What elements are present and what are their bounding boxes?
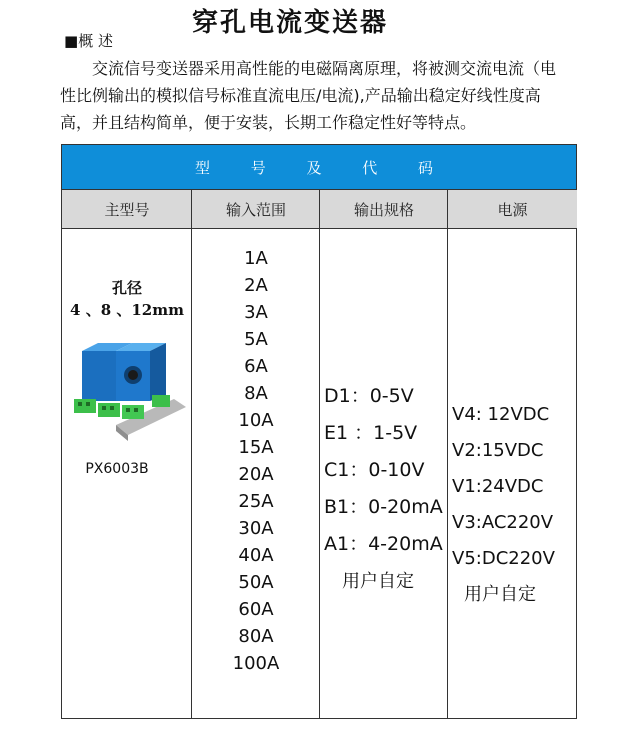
input-range-item: 60A bbox=[238, 599, 274, 620]
hole-sizes: 4 、8 、12mm bbox=[70, 301, 184, 319]
input-range-list bbox=[192, 245, 320, 677]
power-item: V1:24VDC bbox=[452, 476, 544, 497]
input-range-item: 25A bbox=[238, 491, 274, 512]
bullet-icon: ■ bbox=[64, 32, 79, 50]
input-range-item: 8A bbox=[244, 383, 268, 404]
header-power: 电源 bbox=[448, 189, 577, 229]
hole-label: 孔径 bbox=[111, 279, 142, 297]
intro-line-1: 交流信号变送器采用高性能的电磁隔离原理，将被测交流电流（电 bbox=[92, 59, 557, 78]
output-spec-item: A1：4-20mA bbox=[324, 533, 443, 555]
input-range-item: 6A bbox=[244, 356, 268, 377]
power-item: V2:15VDC bbox=[452, 440, 544, 461]
intro-paragraph bbox=[60, 55, 624, 136]
input-range-item: 40A bbox=[238, 545, 274, 566]
header-output-spec: 输出规格 bbox=[320, 189, 448, 229]
product-photo bbox=[68, 341, 188, 451]
model-name: PX6003B bbox=[85, 461, 149, 477]
input-range-item: 100A bbox=[232, 653, 280, 674]
power-item: V3:AC220V bbox=[452, 512, 554, 533]
header-main-model: 主型号 bbox=[62, 189, 192, 229]
table-title: 型 号 及 代 码 bbox=[62, 145, 576, 189]
input-range-item: 20A bbox=[238, 464, 274, 485]
power-custom: 用户自定 bbox=[464, 584, 536, 605]
power-list bbox=[448, 397, 578, 613]
input-range-item: 80A bbox=[238, 626, 274, 647]
input-range-item: 30A bbox=[238, 518, 274, 539]
input-range-item: 5A bbox=[244, 329, 268, 350]
output-spec-item: E1 ：1-5V bbox=[324, 422, 418, 444]
output-spec-item: B1：0-20mA bbox=[324, 496, 443, 518]
input-range-item: 3A bbox=[244, 302, 268, 323]
hole-size-label bbox=[62, 277, 192, 321]
power-item: V5:DC220V bbox=[452, 548, 555, 569]
input-range-item: 50A bbox=[238, 572, 274, 593]
input-range-item: 2A bbox=[244, 275, 268, 296]
section-heading bbox=[64, 30, 113, 51]
intro-line-3: 高，并且结构简单，便于安装，长期工作稳定性好等特点。 bbox=[60, 113, 477, 132]
header-input-range: 输入范围 bbox=[192, 189, 320, 229]
input-range-item: 1A bbox=[244, 248, 268, 269]
output-spec-custom: 用户自定 bbox=[342, 571, 414, 592]
section-heading-text: 概 述 bbox=[78, 32, 113, 50]
page-title: 穿孔电流变送器 bbox=[192, 8, 389, 38]
input-range-item: 10A bbox=[238, 410, 274, 431]
intro-line-2: 性比例输出的模拟信号标准直流电压/电流),产品输出稳定好线性度高 bbox=[60, 86, 541, 105]
power-item: V4: 12VDC bbox=[452, 404, 550, 425]
input-range-item: 15A bbox=[238, 437, 274, 458]
output-spec-item: D1：0-5V bbox=[324, 385, 414, 407]
model-code-table bbox=[61, 144, 577, 719]
output-spec-item: C1：0-10V bbox=[324, 459, 425, 481]
output-spec-list bbox=[320, 378, 448, 600]
